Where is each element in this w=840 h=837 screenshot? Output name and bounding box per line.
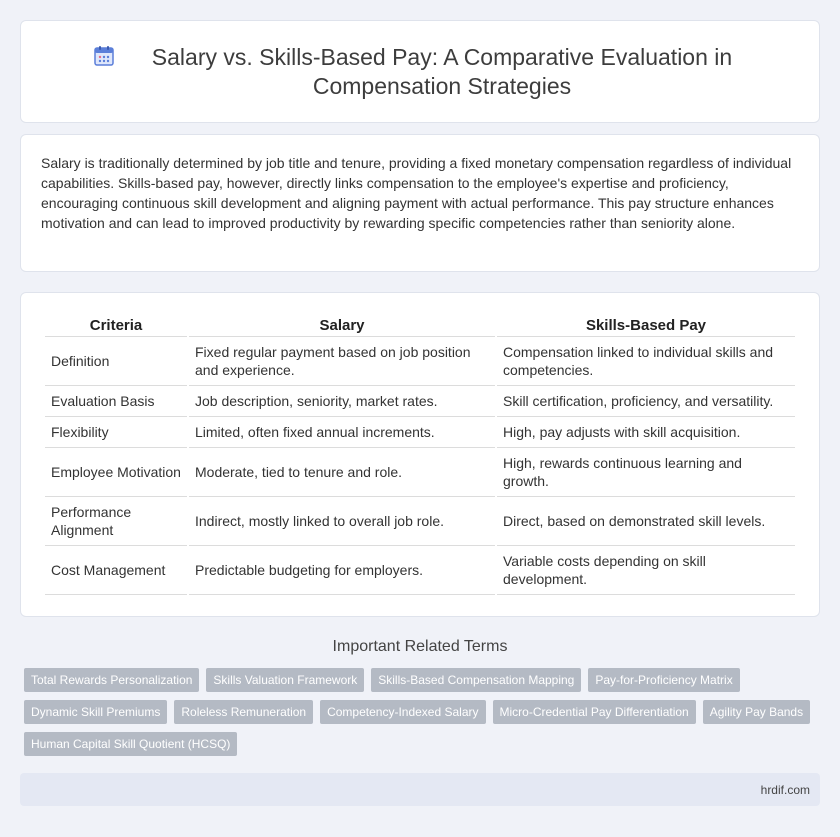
title-wrap (93, 43, 747, 101)
title-card (20, 20, 820, 123)
table-row (45, 386, 795, 417)
table-cell-salary: Indirect, mostly linked to overall job role. (189, 497, 495, 546)
table-cell-salary: Moderate, tied to tenure and role. (189, 448, 495, 497)
table-cell-skills: Skill certification, proficiency, and versatility. (497, 386, 795, 417)
table-cell-salary: Fixed regular payment based on job position and experience. (189, 337, 495, 386)
table-cell-skills: Compensation linked to individual skills and competencies. (497, 337, 795, 386)
table-row (45, 448, 795, 497)
table-cell-skills: Variable costs depending on skill development. (497, 546, 795, 595)
table-row (45, 337, 795, 386)
footer (20, 773, 820, 806)
calendar-icon (93, 45, 115, 67)
table-cell-salary: Job description, seniority, market rates. (189, 386, 495, 417)
table-row (45, 497, 795, 546)
table-cell-criteria: Performance Alignment (45, 497, 187, 546)
related-term-tag[interactable]: Micro-Credential Pay Differentiation (493, 700, 696, 724)
related-term-tag[interactable]: Total Rewards Personalization (24, 668, 199, 692)
comparison-table (43, 313, 797, 595)
related-term-tag[interactable]: Dynamic Skill Premiums (24, 700, 167, 724)
column-header-salary: Salary (189, 313, 495, 337)
table-header-row (45, 313, 795, 337)
intro-paragraph: Salary is traditionally determined by job title and tenure, providing a fixed monetary compensation regardless of individual capabilities. Skills-based pay, however, directly links compensation to the employee's expertise and proficiency, encouraging continuous skill development and aligning payment with actual performance. This pay structure enhances motivation and can lead to improved productivity by rewarding specific competencies rather than seniority alone. (41, 155, 792, 231)
column-header-skills-based-pay: Skills-Based Pay (497, 313, 795, 337)
table-cell-skills: High, rewards continuous learning and growth. (497, 448, 795, 497)
related-terms-tags (20, 668, 820, 756)
table-cell-criteria: Cost Management (45, 546, 187, 595)
table-cell-criteria: Employee Motivation (45, 448, 187, 497)
related-term-tag[interactable]: Skills Valuation Framework (206, 668, 364, 692)
related-term-tag[interactable]: Competency-Indexed Salary (320, 700, 485, 724)
related-terms-section (20, 638, 820, 756)
table-cell-criteria: Flexibility (45, 417, 187, 448)
table-cell-skills: Direct, based on demonstrated skill levels. (497, 497, 795, 546)
column-header-criteria: Criteria (45, 313, 187, 337)
related-term-tag[interactable]: Skills-Based Compensation Mapping (371, 668, 581, 692)
related-terms-title: Important Related Terms (332, 638, 508, 655)
table-cell-salary: Limited, often fixed annual increments. (189, 417, 495, 448)
related-term-tag[interactable]: Agility Pay Bands (703, 700, 810, 724)
footer-site-link[interactable]: hrdif.com (760, 783, 810, 797)
table-cell-criteria: Definition (45, 337, 187, 386)
table-row (45, 546, 795, 595)
related-term-tag[interactable]: Human Capital Skill Quotient (HCSQ) (24, 732, 237, 756)
comparison-table-card (20, 292, 820, 617)
table-cell-salary: Predictable budgeting for employers. (189, 546, 495, 595)
table-cell-criteria: Evaluation Basis (45, 386, 187, 417)
intro-card (20, 134, 820, 272)
table-cell-skills: High, pay adjusts with skill acquisition. (497, 417, 795, 448)
table-row (45, 417, 795, 448)
page-title: Salary vs. Skills-Based Pay: A Comparative Evaluation in Compensation Strategies (151, 43, 733, 99)
related-term-tag[interactable]: Roleless Remuneration (174, 700, 313, 724)
related-term-tag[interactable]: Pay-for-Proficiency Matrix (588, 668, 739, 692)
